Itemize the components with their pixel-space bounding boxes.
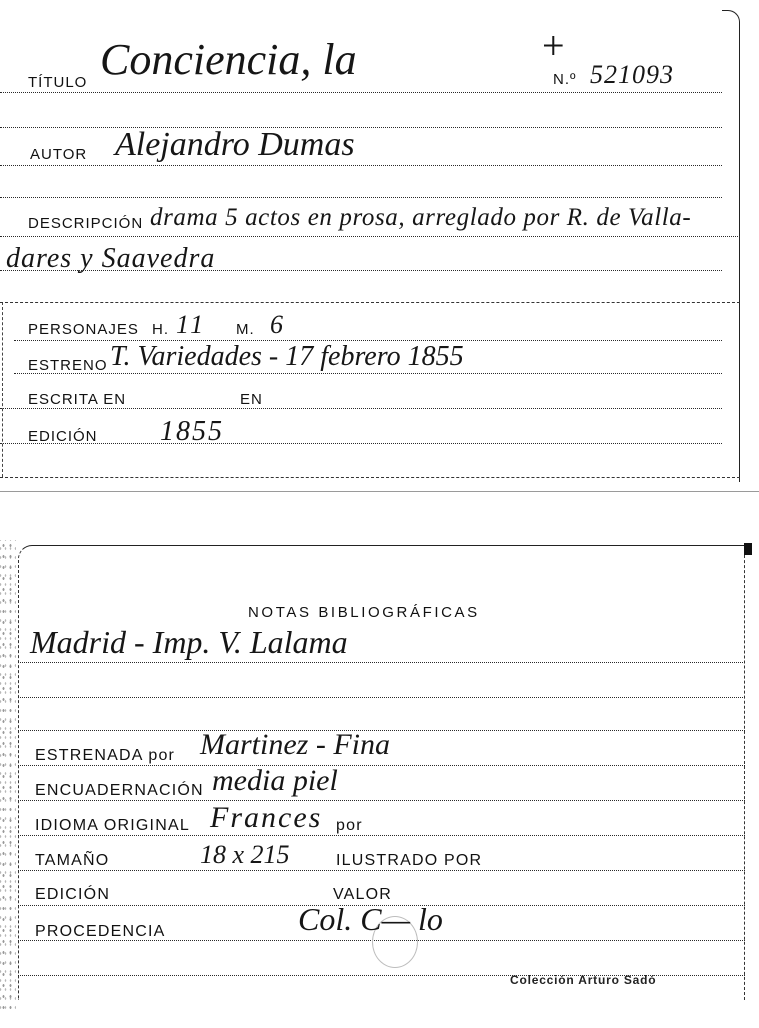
tamano-label: TAMAÑO [35,852,110,869]
mujeres-label: M. [236,321,255,338]
box-top-line [0,302,740,303]
encuadernacion-value: media piel [212,764,338,797]
personajes-label: PERSONAJES [28,321,139,338]
estreno-value: T. Variedades - 17 febrero 1855 [110,341,464,372]
numero-value: 521093 [590,60,674,89]
rule-line [18,835,745,836]
collection-imprint: Colección Arturo Sadó [510,973,657,987]
titulo-label: TÍTULO [28,74,88,91]
box-bottom-line [0,477,740,478]
en-label: EN [240,391,263,408]
rule-line [18,662,745,663]
hombres-value: 11 [176,310,207,339]
idioma-label: IDIOMA ORIGINAL [35,817,190,834]
estrenada-value: Martinez - Fina [200,728,390,761]
descripcion-label: DESCRIPCIÓN [28,215,144,232]
autor-label: AUTOR [30,146,88,163]
titulo-value: Conciencia, la [100,35,357,84]
numero-label: N.º [553,71,577,88]
valor-label: VALOR [333,886,393,903]
edicion-label: EDICIÓN [28,428,98,445]
notas-value: Madrid - Imp. V. Lalama [30,624,348,660]
estrenada-label: ESTRENADA por [35,747,176,764]
rule-line [18,765,745,766]
edicion-label: EDICIÓN [35,886,111,903]
por-label: por [336,817,363,834]
descripcion-value-line1: drama 5 actos en prosa, arreglado por R. de Valla- [150,204,692,231]
tamano-value: 18 x 215 [200,840,290,869]
ilustrado-label: ILUSTRADO POR [336,852,483,869]
estreno-label: ESTRENO [28,357,108,374]
procedencia-label: PROCEDENCIA [35,923,166,940]
rule-line [0,165,722,166]
scan-noise [0,540,16,1010]
corner-ink-blot [744,543,752,555]
rule-line [18,870,745,871]
rule-line [0,443,722,444]
front-card-right-edge [722,10,740,482]
edicion-value: 1855 [160,416,224,447]
hombres-label: H. [152,321,169,338]
encuadernacion-label: ENCUADERNACIÓN [35,782,204,799]
mujeres-value: 6 [270,310,283,339]
rule-line [0,92,722,93]
rule-line [14,373,722,374]
card-separator-line [0,491,759,492]
procedencia-value: Col. C— lo [298,901,443,937]
escrita-en-label: ESCRITA EN [28,391,127,408]
rule-line [18,800,745,801]
autor-value: Alejandro Dumas [115,126,355,163]
descripcion-value-line2: dares y Saavedra [6,243,216,274]
rule-line [0,197,722,198]
notas-heading: NOTAS BIBLIOGRÁFICAS [248,604,480,621]
rule-line [0,236,740,237]
rule-line [0,127,722,128]
front-card-box-left-edge [2,302,3,477]
cross-mark: + [542,23,565,68]
idioma-value: Frances [210,801,323,834]
rule-line [18,697,745,698]
rule-line [0,408,722,409]
